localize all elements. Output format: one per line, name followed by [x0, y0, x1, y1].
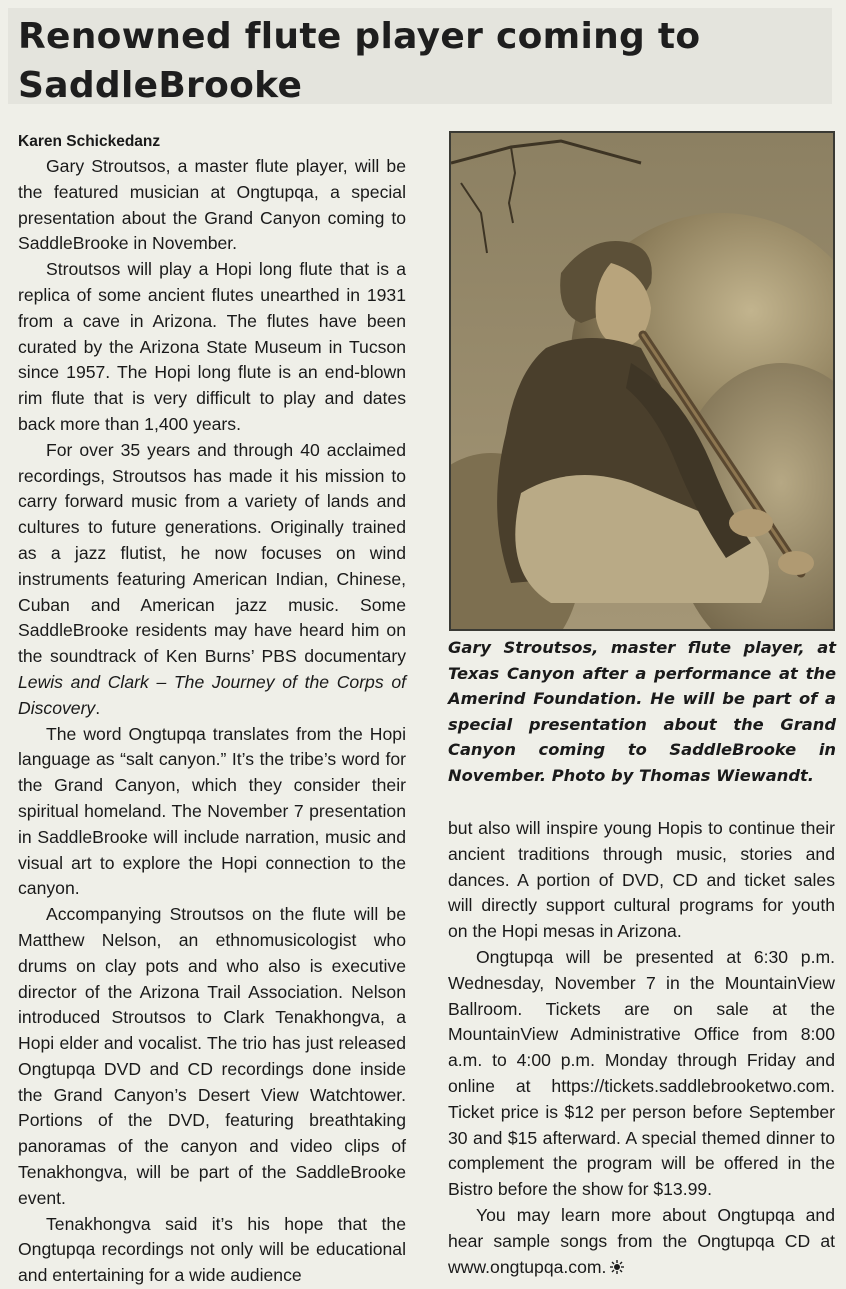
flute-player-photo-illustration [451, 133, 833, 629]
paragraph-tenakhongva: Tenakhongva said it’s his hope that the Ongtupqa recordings not only will be educational and entertaining for a wide audience [18, 1213, 406, 1286]
left-column [18, 130, 406, 1289]
byline: Karen Schickedanz [18, 133, 161, 150]
paragraph-flute-history: Stroutsos will play a Hopi long flute that is a replica of some ancient flutes unearthed in 1931 from a cave in Arizona. The flutes have been curated by the Arizona State Museum in Tucson since 1957. The Hopi long flute is an end-blown rim flute that is very difficult to play and dates back more than 1,400 years. [18, 259, 406, 434]
documentary-title: Lewis and Clark – The Journey of the Corps of Discovery [18, 671, 406, 718]
right-column [448, 816, 835, 1280]
learn-more-text: You may learn more about Ongtupqa and hear sample songs from the Ongtupqa CD at www.ongtupqa.com. [448, 1204, 835, 1277]
paragraph-accompanying: Accompanying Stroutsos on the flute will be Matthew Nelson, an ethnomusicologist who drums on clay pots and who also is executive director of the Arizona Trail Association. Nelson introduced Stroutsos to Clark Tenakhongva, a Hopi elder and vocalist. The trio has just released Ongtupqa DVD and CD recordings done inside the Grand Canyon’s Desert View Watchtower. Portions of the DVD, featuring breathtaking panoramas of the canyon and video clips of Tenakhongva, will be part of the SaddleBrooke event. [18, 904, 406, 1208]
paragraph-continued: but also will inspire young Hopis to continue their ancient traditions through music, stories and dances. A portion of DVD, CD and ticket sales will directly support cultural programs for youth on the Hopi mesas in Arizona. [448, 818, 835, 942]
article-headline: Renowned flute player coming to SaddleBrooke [18, 16, 701, 106]
mission-text: For over 35 years and through 40 acclaimed recordings, Stroutsos has made it his mission to carry forward music from a variety of lands and cultures to future generations. Originally trained as a jazz flutist, he now focuses on wind instruments featuring American Indian, Chinese, Cuban and American jazz music. Some SaddleBrooke residents may have heard him on the soundtrack of Ken Burns’ PBS documentary [18, 439, 406, 667]
paragraph-event-details: Ongtupqa will be presented at 6:30 p.m. Wednesday, November 7 in the MountainView Ballroom. Tickets are on sale at the MountainView Administrative Office from 8:00 a.m. to 4:00 p.m. Monday through Friday and online at https://tickets.saddlebrooketwo.com. Ticket price is $12 per person before September 30 and $15 afterward. A special themed dinner to complement the program will be offered in the Bistro before the show for $13.99. [448, 946, 835, 1200]
article-photo [449, 131, 835, 631]
paragraph-intro: Gary Stroutsos, a master flute player, will be the featured musician at Ongtupqa, a special presentation about the Grand Canyon coming to SaddleBrooke in November. [18, 156, 406, 254]
sun-end-mark-icon [610, 1260, 624, 1274]
paragraph-ongtupqa-meaning: The word Ongtupqa translates from the Hopi language as “salt canyon.” It’s the tribe’s word for the Grand Canyon, which they consider their spiritual homeland. The November 7 presentation in SaddleBrooke will include narration, music and visual art to explore the Hopi connection to the canyon. [18, 723, 406, 899]
photo-caption: Gary Stroutsos, master flute player, at Texas Canyon after a performance at the Amerind Foundation. He will be part of a special presentation about the Grand Canyon coming to SaddleBrooke in November. Photo by Thomas Wiewandt. [448, 638, 836, 785]
paragraph-learn-more [448, 1203, 835, 1280]
paragraph-mission [18, 438, 406, 722]
mission-end: . [95, 697, 101, 718]
